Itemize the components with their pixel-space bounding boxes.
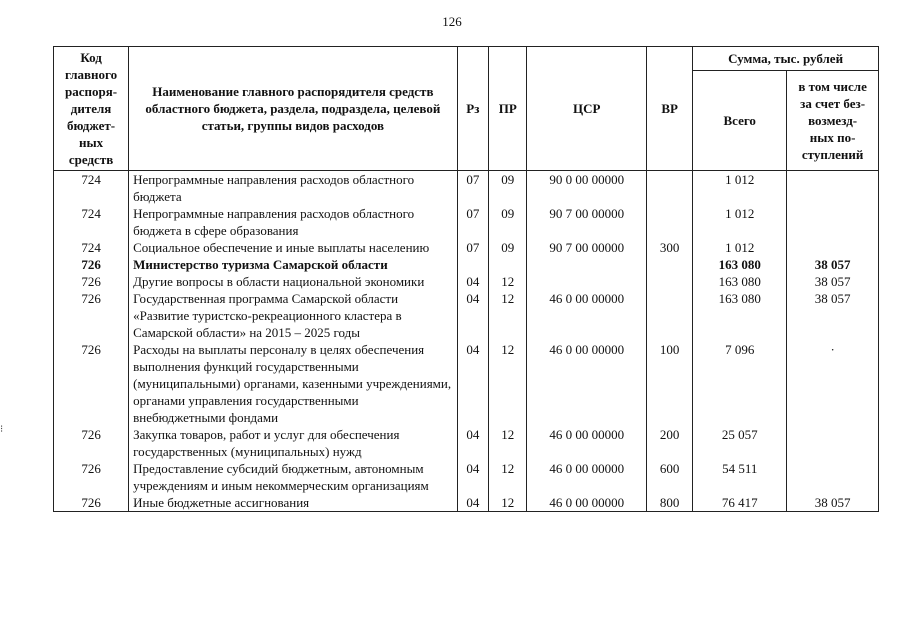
- cell-gratis: 38 057: [787, 494, 879, 512]
- table-row: [54, 426, 879, 460]
- cell-pr: 09: [489, 239, 527, 256]
- cell-pr: 12: [489, 290, 527, 341]
- cell-total: 54 511: [693, 460, 787, 494]
- cell-total: 25 057: [693, 426, 787, 460]
- header-gratis: в том числе за счет без- возмезд- ных по- ступлений: [787, 71, 879, 171]
- cell-code: 724: [54, 239, 129, 256]
- cell-rz: 04: [457, 290, 488, 341]
- cell-total: 1 012: [693, 171, 787, 206]
- cell-pr: [489, 256, 527, 273]
- cell-csr: 46 0 00 00000: [527, 460, 647, 494]
- table-body: [54, 171, 879, 512]
- cell-rz: 04: [457, 460, 488, 494]
- cell-total: 163 080: [693, 256, 787, 273]
- cell-pr: 12: [489, 494, 527, 512]
- cell-csr: 46 0 00 00000: [527, 426, 647, 460]
- cell-vr: 800: [647, 494, 693, 512]
- cell-rz: [457, 256, 488, 273]
- cell-name: Предоставление субсидий бюджетным, автономным учреждениям и иным некоммерческим организациям: [129, 460, 458, 494]
- cell-vr: [647, 273, 693, 290]
- cell-total: 163 080: [693, 290, 787, 341]
- cell-name: Непрограммные направления расходов областного бюджета в сфере образования: [129, 205, 458, 239]
- cell-gratis: [787, 205, 879, 239]
- cell-code: 726: [54, 426, 129, 460]
- table-header: [54, 47, 879, 171]
- cell-code: 724: [54, 171, 129, 206]
- header-code: Код главного распоря- дителя бюджет- ных средств: [54, 47, 129, 171]
- table-row: [54, 273, 879, 290]
- cell-code: 726: [54, 290, 129, 341]
- cell-csr: 90 7 00 00000: [527, 205, 647, 239]
- cell-csr: 46 0 00 00000: [527, 290, 647, 341]
- cell-gratis: 38 057: [787, 290, 879, 341]
- cell-name: Другие вопросы в области национальной экономики: [129, 273, 458, 290]
- cell-pr: 12: [489, 460, 527, 494]
- cell-code: 726: [54, 460, 129, 494]
- cell-rz: 07: [457, 239, 488, 256]
- cell-rz: 04: [457, 494, 488, 512]
- cell-vr: 100: [647, 341, 693, 426]
- cell-total: 76 417: [693, 494, 787, 512]
- cell-rz: 04: [457, 341, 488, 426]
- cell-rz: 07: [457, 171, 488, 206]
- cell-code: 726: [54, 256, 129, 273]
- cell-name: Иные бюджетные ассигнования: [129, 494, 458, 512]
- cell-gratis: ·: [787, 341, 879, 426]
- cell-csr: [527, 256, 647, 273]
- header-rz: Рз: [457, 47, 488, 171]
- table-row: [54, 494, 879, 512]
- cell-total: 1 012: [693, 205, 787, 239]
- page-number: 126: [442, 14, 462, 29]
- cell-name: Министерство туризма Самарской области: [129, 256, 458, 273]
- cell-vr: [647, 205, 693, 239]
- scan-artifact: ⁝: [0, 424, 4, 435]
- cell-total: 1 012: [693, 239, 787, 256]
- cell-total: 7 096: [693, 341, 787, 426]
- cell-name: Непрограммные направления расходов областного бюджета: [129, 171, 458, 206]
- cell-name: Расходы на выплаты персоналу в целях обеспечения выполнения функций государственными (муниципальными) органами, казенными учреждениями, органами управления государственными внебюджетными фондами: [129, 341, 458, 426]
- cell-vr: 300: [647, 239, 693, 256]
- cell-name: Закупка товаров, работ и услуг для обеспечения государственных (муниципальных) нужд: [129, 426, 458, 460]
- header-total: Всего: [693, 71, 787, 171]
- header-csr: ЦСР: [527, 47, 647, 171]
- cell-vr: [647, 290, 693, 341]
- table-row: [54, 205, 879, 239]
- table-row: [54, 341, 879, 426]
- cell-rz: 07: [457, 205, 488, 239]
- cell-pr: 12: [489, 426, 527, 460]
- cell-gratis: [787, 171, 879, 206]
- cell-code: 726: [54, 494, 129, 512]
- cell-gratis: 38 057: [787, 256, 879, 273]
- table-row: [54, 239, 879, 256]
- cell-gratis: [787, 460, 879, 494]
- cell-pr: 09: [489, 205, 527, 239]
- table-row: [54, 460, 879, 494]
- cell-code: 726: [54, 273, 129, 290]
- cell-code: 726: [54, 341, 129, 426]
- cell-pr: 12: [489, 341, 527, 426]
- table-row: [54, 290, 879, 341]
- cell-gratis: [787, 239, 879, 256]
- cell-csr: [527, 273, 647, 290]
- cell-vr: 200: [647, 426, 693, 460]
- budget-table: [53, 46, 879, 512]
- cell-csr: 46 0 00 00000: [527, 494, 647, 512]
- cell-pr: 09: [489, 171, 527, 206]
- cell-vr: 600: [647, 460, 693, 494]
- cell-csr: 46 0 00 00000: [527, 341, 647, 426]
- cell-code: 724: [54, 205, 129, 239]
- cell-rz: 04: [457, 273, 488, 290]
- header-pr: ПР: [489, 47, 527, 171]
- cell-pr: 12: [489, 273, 527, 290]
- cell-csr: 90 0 00 00000: [527, 171, 647, 206]
- cell-name: Социальное обеспечение и иные выплаты населению: [129, 239, 458, 256]
- table-row: [54, 171, 879, 206]
- header-sum: Сумма, тыс. рублей: [693, 47, 879, 71]
- cell-gratis: [787, 426, 879, 460]
- cell-name: Государственная программа Самарской области «Развитие туристско-рекреационного кластера в Самарской области» на 2015 – 2025 годы: [129, 290, 458, 341]
- cell-total: 163 080: [693, 273, 787, 290]
- cell-vr: [647, 256, 693, 273]
- cell-gratis: 38 057: [787, 273, 879, 290]
- cell-csr: 90 7 00 00000: [527, 239, 647, 256]
- header-vr: ВР: [647, 47, 693, 171]
- header-name: Наименование главного распорядителя средств областного бюджета, раздела, подраздела, целевой статьи, группы видов расходов: [129, 47, 458, 171]
- cell-rz: 04: [457, 426, 488, 460]
- cell-vr: [647, 171, 693, 206]
- table-row: [54, 256, 879, 273]
